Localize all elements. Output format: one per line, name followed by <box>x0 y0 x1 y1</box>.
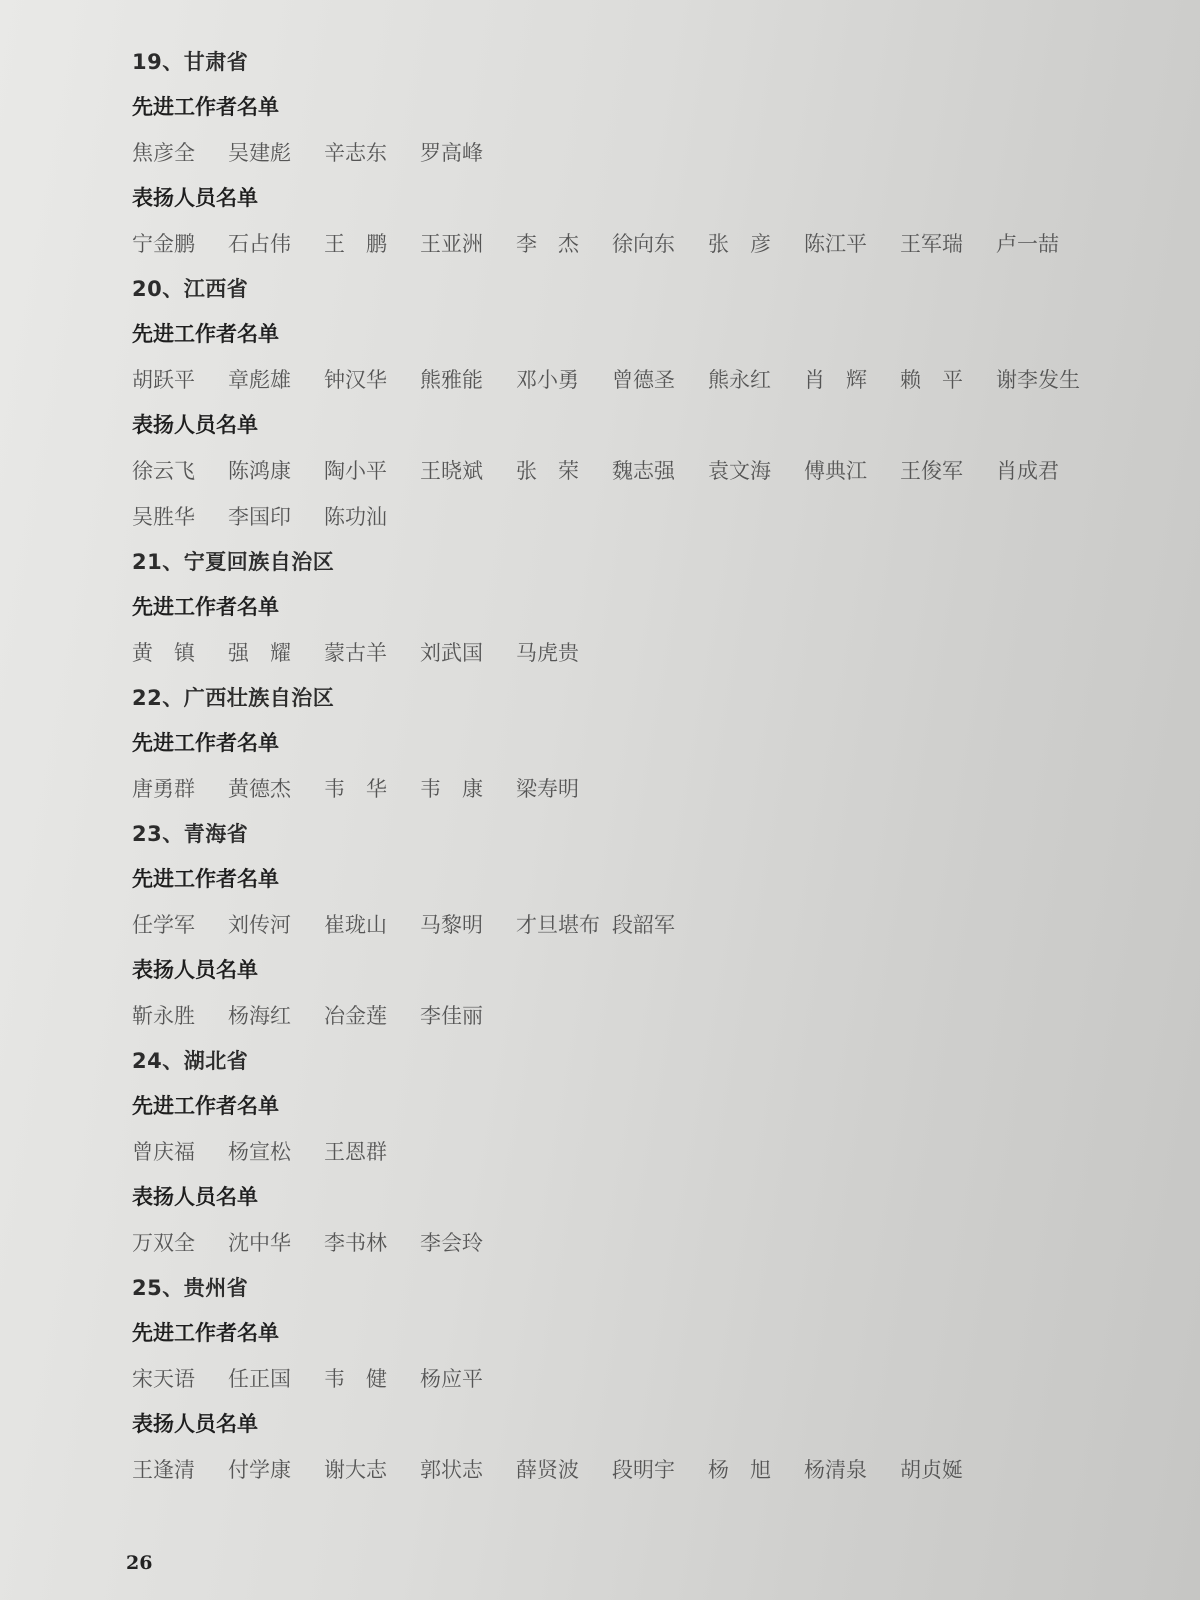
list-title: 先进工作者名单 <box>132 322 279 346</box>
person-name: 王晓斌 <box>420 459 483 483</box>
person-name: 杨应平 <box>420 1367 483 1391</box>
person-name: 李 杰 <box>516 232 579 256</box>
person-name: 徐向东 <box>612 232 675 256</box>
person-name: 马黎明 <box>420 913 483 937</box>
name-row <box>132 993 1132 1039</box>
person-name: 李佳丽 <box>420 1004 483 1028</box>
name-row <box>132 1447 1132 1493</box>
person-name: 任正国 <box>228 1367 291 1391</box>
province-section <box>132 267 1132 540</box>
person-name: 曾德圣 <box>612 368 675 392</box>
person-name: 吴胜华 <box>132 505 195 529</box>
province-heading: 19、甘肃省 <box>132 50 249 74</box>
person-name: 徐云飞 <box>132 459 195 483</box>
person-name: 魏志强 <box>612 459 675 483</box>
person-name: 袁文海 <box>708 459 771 483</box>
name-row <box>132 1129 1132 1175</box>
name-row <box>132 1220 1132 1266</box>
name-row <box>132 130 1132 176</box>
list-title: 表扬人员名单 <box>132 958 258 982</box>
person-name: 段韶军 <box>612 913 675 937</box>
person-name: 崔珑山 <box>324 913 387 937</box>
person-name: 沈中华 <box>228 1231 291 1255</box>
province-section <box>132 1039 1132 1266</box>
name-row <box>132 221 1132 267</box>
person-name: 王亚洲 <box>420 232 483 256</box>
person-name: 段明宇 <box>612 1458 675 1482</box>
list-title: 先进工作者名单 <box>132 1321 279 1345</box>
person-name: 陈江平 <box>804 232 867 256</box>
person-name: 熊雅能 <box>420 368 483 392</box>
person-name: 肖成君 <box>996 459 1059 483</box>
person-name: 章彪雄 <box>228 368 291 392</box>
person-name: 王 鹏 <box>324 232 387 256</box>
person-name: 王军瑞 <box>900 232 963 256</box>
person-name: 钟汉华 <box>324 368 387 392</box>
person-name: 黄 镇 <box>132 641 195 665</box>
person-name: 辛志东 <box>324 141 387 165</box>
province-section <box>132 540 1132 676</box>
person-name: 宁金鹏 <box>132 232 195 256</box>
person-name: 韦 华 <box>324 777 387 801</box>
person-name: 胡跃平 <box>132 368 195 392</box>
province-heading: 23、青海省 <box>132 822 249 846</box>
list-title: 表扬人员名单 <box>132 186 258 210</box>
name-row <box>132 902 1132 948</box>
person-name: 唐勇群 <box>132 777 195 801</box>
person-name: 杨海红 <box>228 1004 291 1028</box>
person-name: 赖 平 <box>900 368 963 392</box>
person-name: 黄德杰 <box>228 777 291 801</box>
person-name: 罗高峰 <box>420 141 483 165</box>
person-name: 刘武国 <box>420 641 483 665</box>
list-title: 先进工作者名单 <box>132 595 279 619</box>
document-page <box>132 40 1132 1493</box>
person-name: 焦彦全 <box>132 141 195 165</box>
person-name: 付学康 <box>228 1458 291 1482</box>
person-name: 王恩群 <box>324 1140 387 1164</box>
list-title: 先进工作者名单 <box>132 731 279 755</box>
person-name: 谢大志 <box>324 1458 387 1482</box>
list-title: 先进工作者名单 <box>132 95 279 119</box>
person-name: 胡贞娫 <box>900 1458 963 1482</box>
person-name: 石占伟 <box>228 232 291 256</box>
page-number: 26 <box>126 1552 153 1574</box>
person-name: 薛贤波 <box>516 1458 579 1482</box>
province-heading: 20、江西省 <box>132 277 249 301</box>
name-row <box>132 357 1132 403</box>
person-name: 韦 健 <box>324 1367 387 1391</box>
list-title: 先进工作者名单 <box>132 867 279 891</box>
person-name: 肖 辉 <box>804 368 867 392</box>
person-name: 李国印 <box>228 505 291 529</box>
person-name: 陈功汕 <box>324 505 387 529</box>
province-section <box>132 40 1132 267</box>
person-name: 李会玲 <box>420 1231 483 1255</box>
person-name: 杨 旭 <box>708 1458 771 1482</box>
person-name: 马虎贵 <box>516 641 579 665</box>
person-name: 韦 康 <box>420 777 483 801</box>
person-name: 杨宣松 <box>228 1140 291 1164</box>
list-title: 表扬人员名单 <box>132 1185 258 1209</box>
province-section <box>132 676 1132 812</box>
person-name: 强 耀 <box>228 641 291 665</box>
person-name: 张 荣 <box>516 459 579 483</box>
name-row <box>132 766 1132 812</box>
person-name: 王俊军 <box>900 459 963 483</box>
person-name: 冶金莲 <box>324 1004 387 1028</box>
person-name: 吴建彪 <box>228 141 291 165</box>
person-name: 郭状志 <box>420 1458 483 1482</box>
person-name: 曾庆福 <box>132 1140 195 1164</box>
person-name: 谢李发生 <box>996 368 1080 392</box>
province-heading: 22、广西壮族自治区 <box>132 686 335 710</box>
name-row <box>132 630 1132 676</box>
name-row <box>132 1356 1132 1402</box>
list-title: 表扬人员名单 <box>132 413 258 437</box>
person-name: 陈鸿康 <box>228 459 291 483</box>
person-name: 蒙古羊 <box>324 641 387 665</box>
person-name: 杨清泉 <box>804 1458 867 1482</box>
person-name: 陶小平 <box>324 459 387 483</box>
person-name: 万双全 <box>132 1231 195 1255</box>
province-heading: 21、宁夏回族自治区 <box>132 550 335 574</box>
person-name: 靳永胜 <box>132 1004 195 1028</box>
province-heading: 24、湖北省 <box>132 1049 249 1073</box>
person-name: 刘传河 <box>228 913 291 937</box>
list-title: 表扬人员名单 <box>132 1412 258 1436</box>
person-name: 熊永红 <box>708 368 771 392</box>
name-row <box>132 448 1132 494</box>
person-name: 梁寿明 <box>516 777 579 801</box>
person-name: 卢一喆 <box>996 232 1059 256</box>
province-heading: 25、贵州省 <box>132 1276 249 1300</box>
name-row <box>132 494 1132 540</box>
person-name: 才旦堪布 <box>516 913 600 937</box>
list-title: 先进工作者名单 <box>132 1094 279 1118</box>
person-name: 任学军 <box>132 913 195 937</box>
person-name: 王逢清 <box>132 1458 195 1482</box>
person-name: 傅典江 <box>804 459 867 483</box>
person-name: 李书林 <box>324 1231 387 1255</box>
province-section <box>132 812 1132 1039</box>
province-section <box>132 1266 1132 1493</box>
person-name: 宋天语 <box>132 1367 195 1391</box>
person-name: 邓小勇 <box>516 368 579 392</box>
person-name: 张 彦 <box>708 232 771 256</box>
